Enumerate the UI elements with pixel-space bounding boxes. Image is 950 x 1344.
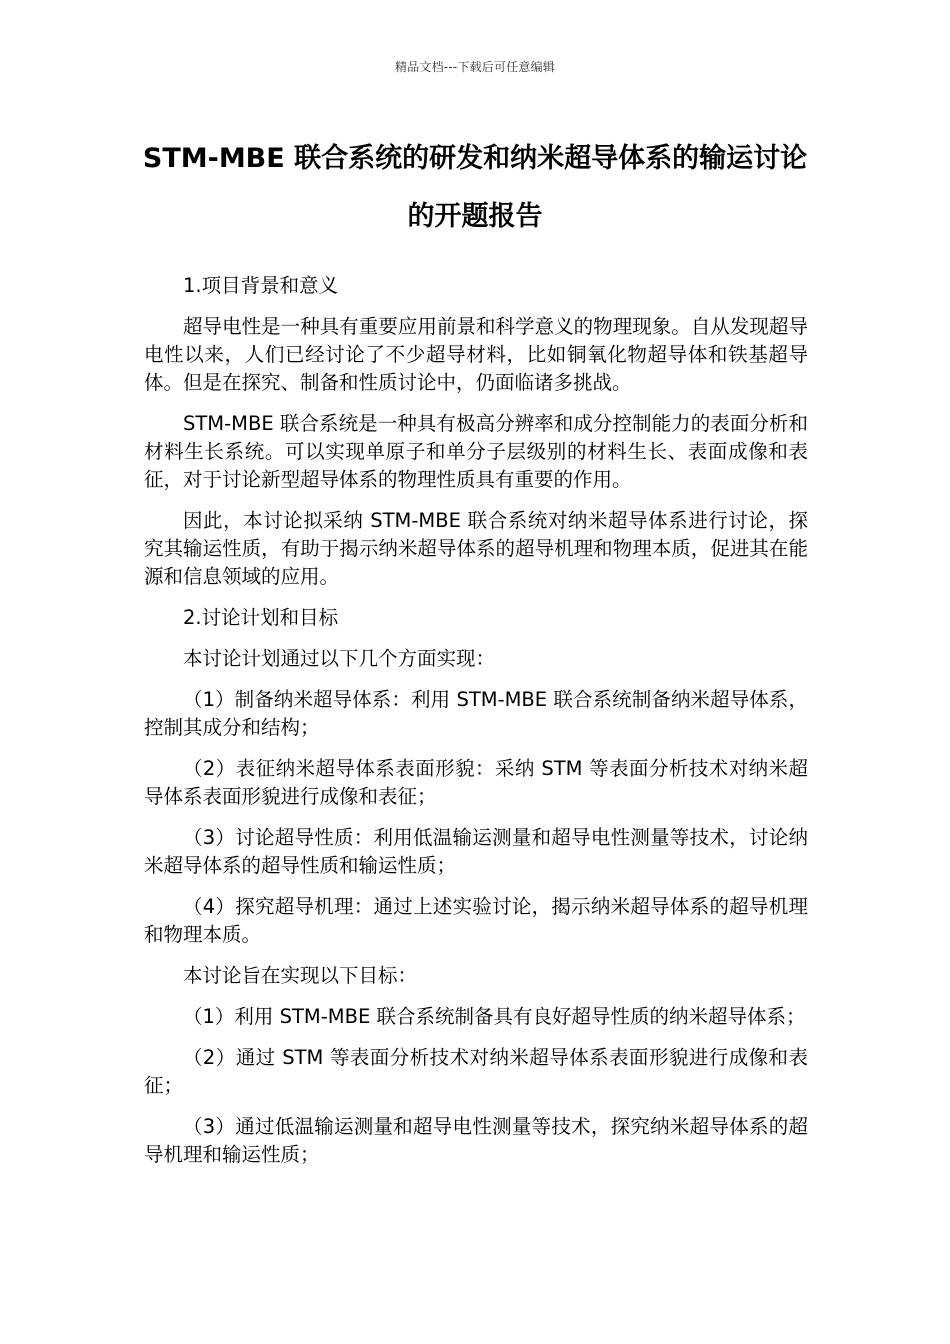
document-body: [144, 272, 808, 1182]
paragraph-stm-mbe-system: STM-MBE 联合系统是一种具有极高分辨率和成分控制能力的表面分析和材料生长系统。可以实现单原子和单分子层级别的材料生长、表面成像和表征，对于讨论新型超导体系的物理性质具有重要的作用。: [144, 412, 808, 491]
list-item: （2）表征纳米超导体系表面形貌：采纳 STM 等表面分析技术对纳米超导体系表面形貌进行成像和表征；: [144, 757, 808, 808]
list-item: （4）探究超导机理：通过上述实验讨论，揭示纳米超导体系的超导机理和物理本质。: [144, 895, 808, 946]
section-heading-plan: 2.讨论计划和目标: [183, 606, 339, 629]
paragraph-plan-intro: 本讨论计划通过以下几个方面实现：: [183, 647, 496, 670]
paragraph-research-purpose: 因此，本讨论拟采纳 STM-MBE 联合系统对纳米超导体系进行讨论，探究其输运性质，有助于揭示纳米超导体系的超导机理和物理本质，促进其在能源和信息领域的应用。: [144, 509, 808, 588]
paragraph-goals-intro: 本讨论旨在实现以下目标：: [183, 964, 418, 987]
list-item: （3）讨论超导性质：利用低温输运测量和超导电性测量等技术，讨论纳米超导体系的超导性质和输运性质；: [144, 826, 808, 877]
section-heading-background: 1.项目背景和意义: [183, 274, 339, 297]
list-item: （1）利用 STM-MBE 联合系统制备具有良好超导性质的纳米超导体系；: [183, 1005, 806, 1028]
document-title: STM-MBE 联合系统的研发和纳米超导体系的输运讨论的开题报告: [142, 143, 808, 232]
paragraph-superconductivity-intro: 超导电性是一种具有重要应用前景和科学意义的物理现象。自从发现超导电性以来，人们已经讨论了不少超导材料，比如铜氧化物超导体和铁基超导体。但是在探究、制备和性质讨论中，仍面临诸多挑战。: [144, 315, 808, 394]
list-item: （3）通过低温输运测量和超导电性测量等技术，探究纳米超导体系的超导机理和输运性质；: [144, 1115, 808, 1166]
list-item: （1）制备纳米超导体系：利用 STM-MBE 联合系统制备纳米超导体系，控制其成分和结构；: [144, 688, 808, 739]
header-note: 精品文档---下载后可任意编辑: [395, 60, 555, 74]
list-item: （2）通过 STM 等表面分析技术对纳米超导体系表面形貌进行成像和表征；: [144, 1046, 808, 1097]
